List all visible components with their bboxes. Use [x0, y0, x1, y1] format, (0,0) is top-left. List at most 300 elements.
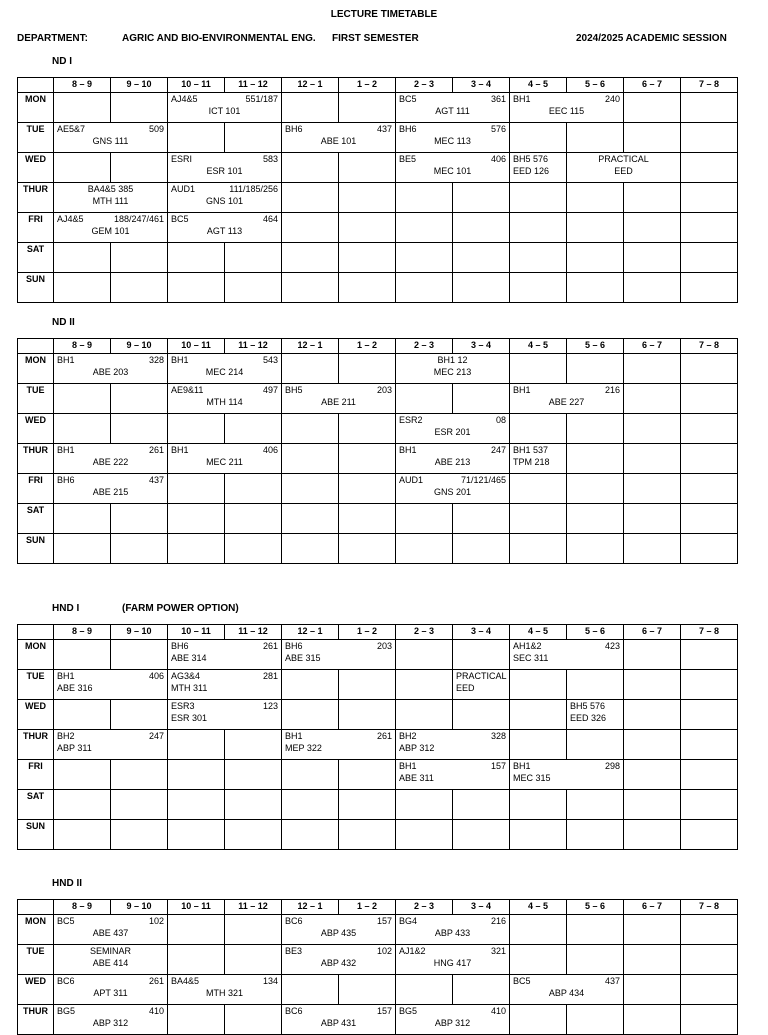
time-slot-header: 7 – 8	[681, 78, 738, 93]
table-row	[18, 243, 738, 273]
capacity-label: 410	[148, 1006, 164, 1016]
timetable	[17, 338, 738, 564]
empty-cell	[339, 790, 396, 820]
time-slot-header: 5 – 6	[567, 78, 624, 93]
empty-cell	[282, 153, 339, 183]
empty-cell	[282, 670, 339, 700]
empty-cell	[396, 790, 453, 820]
table-row	[18, 354, 738, 384]
empty-cell	[168, 790, 225, 820]
empty-cell	[510, 354, 567, 384]
empty-cell	[567, 945, 624, 975]
lecture-cell	[396, 153, 510, 183]
empty-cell	[681, 213, 738, 243]
capacity-label: 261	[148, 976, 164, 986]
empty-cell	[510, 504, 567, 534]
capacity-label: 157	[490, 761, 506, 771]
course-code: SEC 311	[513, 653, 549, 663]
empty-cell	[510, 273, 567, 303]
empty-cell	[567, 444, 624, 474]
empty-cell	[168, 123, 225, 153]
empty-cell	[681, 504, 738, 534]
time-slot-header: 8 – 9	[54, 900, 111, 915]
empty-cell	[225, 730, 282, 760]
time-slot-header: 6 – 7	[624, 900, 681, 915]
course-code: ABE 203	[92, 367, 129, 377]
empty-cell	[453, 384, 510, 414]
venue-label: AUD1	[171, 184, 196, 194]
course-code: ABE 222	[92, 457, 129, 467]
time-slot-header: 12 – 1	[282, 625, 339, 640]
lecture-cell	[282, 640, 396, 670]
venue-label: BH1 12	[437, 355, 468, 365]
venue-label: AUD1	[399, 475, 424, 485]
empty-cell	[282, 504, 339, 534]
lecture-cell	[282, 730, 396, 760]
course-code: EED	[456, 683, 475, 693]
table-row	[18, 975, 738, 1005]
time-slot-header: 10 – 11	[168, 339, 225, 354]
capacity-label: 328	[490, 731, 506, 741]
venue-label: ESRI	[171, 154, 193, 164]
empty-cell	[567, 243, 624, 273]
course-code: ABP 312	[92, 1018, 129, 1028]
table-row	[18, 945, 738, 975]
empty-cell	[624, 444, 681, 474]
time-slot-header: 4 – 5	[510, 900, 567, 915]
lecture-cell	[282, 384, 396, 414]
empty-cell	[111, 384, 168, 414]
corner-cell	[18, 900, 54, 915]
venue-label: BC5	[399, 94, 417, 104]
lecture-cell	[168, 700, 282, 730]
time-slot-header: 3 – 4	[453, 339, 510, 354]
venue-label: BG5	[57, 1006, 76, 1016]
empty-cell	[510, 670, 567, 700]
time-slot-header: 12 – 1	[282, 900, 339, 915]
empty-cell	[339, 414, 396, 444]
day-label: SAT	[18, 504, 54, 534]
lecture-cell	[168, 354, 282, 384]
lecture-cell	[54, 213, 168, 243]
lecture-cell	[396, 730, 510, 760]
course-code: MEC 213	[433, 367, 472, 377]
venue-label: BH5	[285, 385, 303, 395]
time-slot-header: 3 – 4	[453, 78, 510, 93]
capacity-label: 298	[604, 761, 620, 771]
course-code: EED 126	[513, 166, 550, 176]
empty-cell	[339, 183, 396, 213]
lecture-cell	[510, 640, 624, 670]
empty-cell	[339, 534, 396, 564]
course-code: GNS 201	[433, 487, 472, 497]
course-code: ABP 432	[320, 958, 357, 968]
time-slot-header: 10 – 11	[168, 900, 225, 915]
time-slot-header: 1 – 2	[339, 625, 396, 640]
empty-cell	[225, 243, 282, 273]
empty-cell	[282, 534, 339, 564]
course-code: MTH 111	[92, 196, 129, 206]
capacity-label: 328	[148, 355, 164, 365]
venue-label: BH1	[57, 355, 75, 365]
course-code: AGT 113	[206, 226, 243, 236]
lecture-cell	[510, 153, 567, 183]
table-row	[18, 1005, 738, 1035]
empty-cell	[111, 504, 168, 534]
lecture-cell	[54, 670, 168, 700]
time-slot-header: 9 – 10	[111, 625, 168, 640]
empty-cell	[681, 474, 738, 504]
course-code: HNG 417	[433, 958, 472, 968]
lecture-cell	[54, 123, 168, 153]
capacity-label: 240	[604, 94, 620, 104]
empty-cell	[510, 915, 567, 945]
empty-cell	[624, 504, 681, 534]
venue-label: BH1	[171, 445, 189, 455]
day-label: MON	[18, 354, 54, 384]
lecture-cell	[396, 474, 510, 504]
empty-cell	[225, 474, 282, 504]
table-row	[18, 700, 738, 730]
venue-label: BH1	[57, 445, 75, 455]
venue-label: BH2	[57, 731, 75, 741]
venue-label: BC6	[285, 916, 303, 926]
empty-cell	[282, 354, 339, 384]
capacity-label: 437	[376, 124, 392, 134]
empty-cell	[168, 474, 225, 504]
empty-cell	[567, 123, 624, 153]
empty-cell	[111, 414, 168, 444]
lecture-cell	[54, 444, 168, 474]
course-code: MEC 113	[434, 136, 471, 146]
empty-cell	[624, 820, 681, 850]
lecture-cell	[168, 183, 282, 213]
course-code: EED	[614, 166, 633, 176]
course-code: MEC 101	[433, 166, 472, 176]
empty-cell	[168, 1005, 225, 1035]
empty-cell	[567, 213, 624, 243]
empty-cell	[453, 700, 510, 730]
venue-label: BC6	[285, 1006, 303, 1016]
table-row	[18, 183, 738, 213]
time-slot-header: 5 – 6	[567, 900, 624, 915]
empty-cell	[453, 790, 510, 820]
lecture-cell	[396, 93, 510, 123]
empty-cell	[54, 243, 111, 273]
venue-label: BC6	[57, 976, 75, 986]
empty-cell	[54, 153, 111, 183]
empty-cell	[681, 700, 738, 730]
table-row	[18, 534, 738, 564]
time-slot-header: 9 – 10	[111, 78, 168, 93]
day-label: THUR	[18, 1005, 54, 1035]
table-row	[18, 640, 738, 670]
time-slot-header: 9 – 10	[111, 900, 168, 915]
venue-label: BH1	[513, 761, 531, 771]
empty-cell	[624, 384, 681, 414]
capacity-label: 551/187	[245, 94, 278, 104]
day-label: TUE	[18, 670, 54, 700]
department-name: AGRIC AND BIO-ENVIRONMENTAL ENG.	[122, 33, 316, 44]
empty-cell	[396, 534, 453, 564]
empty-cell	[168, 760, 225, 790]
empty-cell	[453, 183, 510, 213]
venue-label: BH6	[285, 641, 303, 651]
capacity-label: 261	[262, 641, 278, 651]
table-row	[18, 915, 738, 945]
empty-cell	[510, 820, 567, 850]
capacity-label: 361	[490, 94, 506, 104]
empty-cell	[168, 243, 225, 273]
lecture-cell	[396, 354, 510, 384]
empty-cell	[396, 820, 453, 850]
session-label: 2024/2025 ACADEMIC SESSION	[576, 33, 727, 44]
day-label: WED	[18, 153, 54, 183]
lecture-cell	[54, 1005, 168, 1035]
table-row	[18, 153, 738, 183]
empty-cell	[681, 444, 738, 474]
lecture-cell	[54, 354, 168, 384]
capacity-label: 406	[262, 445, 278, 455]
venue-label: BE5	[399, 154, 417, 164]
empty-cell	[282, 975, 339, 1005]
capacity-label: 281	[262, 671, 278, 681]
empty-cell	[339, 474, 396, 504]
empty-cell	[225, 915, 282, 945]
time-slot-header: 12 – 1	[282, 78, 339, 93]
time-slot-header: 4 – 5	[510, 339, 567, 354]
empty-cell	[282, 93, 339, 123]
time-slot-header: 7 – 8	[681, 625, 738, 640]
course-code: MEC 211	[206, 457, 243, 467]
capacity-label: 203	[376, 641, 392, 651]
lecture-cell	[567, 153, 681, 183]
time-slot-header: 11 – 12	[225, 900, 282, 915]
day-label: MON	[18, 93, 54, 123]
empty-cell	[111, 534, 168, 564]
empty-cell	[624, 354, 681, 384]
empty-cell	[168, 273, 225, 303]
empty-cell	[282, 760, 339, 790]
empty-cell	[282, 273, 339, 303]
course-code: MTH 311	[171, 683, 208, 693]
empty-cell	[396, 700, 453, 730]
empty-cell	[567, 354, 624, 384]
empty-cell	[339, 504, 396, 534]
venue-label: AG3&4	[171, 671, 201, 681]
course-code: ABP 311	[57, 743, 92, 753]
timetable	[17, 899, 738, 1035]
empty-cell	[624, 790, 681, 820]
course-code: ABE 213	[434, 457, 471, 467]
venue-label: AE5&7	[57, 124, 86, 134]
capacity-label: 321	[490, 946, 506, 956]
empty-cell	[624, 534, 681, 564]
empty-cell	[339, 273, 396, 303]
course-code: ABE 314	[171, 653, 207, 663]
course-code: MEC 315	[513, 773, 551, 783]
time-slot-header: 8 – 9	[54, 78, 111, 93]
venue-label: BH1	[399, 445, 417, 455]
empty-cell	[282, 213, 339, 243]
empty-cell	[624, 213, 681, 243]
day-label: SAT	[18, 243, 54, 273]
capacity-label: 216	[490, 916, 506, 926]
time-slot-header: 5 – 6	[567, 625, 624, 640]
empty-cell	[54, 820, 111, 850]
day-label: FRI	[18, 760, 54, 790]
empty-cell	[624, 640, 681, 670]
empty-cell	[339, 975, 396, 1005]
lecture-cell	[510, 975, 624, 1005]
empty-cell	[54, 93, 111, 123]
time-slot-header: 9 – 10	[111, 339, 168, 354]
empty-cell	[168, 414, 225, 444]
empty-cell	[681, 414, 738, 444]
venue-label: BH6	[57, 475, 75, 485]
venue-label: BC5	[57, 916, 75, 926]
empty-cell	[225, 1005, 282, 1035]
capacity-label: 102	[148, 916, 164, 926]
empty-cell	[510, 700, 567, 730]
time-slot-header: 3 – 4	[453, 625, 510, 640]
capacity-label: 08	[495, 415, 506, 425]
lecture-cell	[396, 945, 510, 975]
empty-cell	[111, 153, 168, 183]
empty-cell	[567, 534, 624, 564]
empty-cell	[111, 700, 168, 730]
lecture-cell	[54, 975, 168, 1005]
venue-label: PRACTICAL	[598, 154, 649, 164]
empty-cell	[339, 213, 396, 243]
empty-cell	[168, 945, 225, 975]
section-title: HND I	[52, 603, 80, 614]
empty-cell	[339, 820, 396, 850]
lecture-cell	[396, 1005, 510, 1035]
empty-cell	[282, 444, 339, 474]
empty-cell	[624, 183, 681, 213]
empty-cell	[453, 534, 510, 564]
empty-cell	[624, 730, 681, 760]
empty-cell	[567, 670, 624, 700]
course-code: ABP 312	[434, 1018, 471, 1028]
course-code: ICT 101	[208, 106, 241, 116]
lecture-cell	[168, 93, 282, 123]
empty-cell	[54, 504, 111, 534]
page-title: LECTURE TIMETABLE	[330, 9, 438, 20]
capacity-label: 406	[490, 154, 506, 164]
course-code: ESR 101	[206, 166, 243, 176]
empty-cell	[339, 670, 396, 700]
time-slot-header: 2 – 3	[396, 339, 453, 354]
venue-label: AH1&2	[513, 641, 542, 651]
course-code: ESR 301	[171, 713, 208, 723]
lecture-cell	[168, 640, 282, 670]
empty-cell	[339, 700, 396, 730]
empty-cell	[168, 730, 225, 760]
empty-cell	[510, 213, 567, 243]
table-row	[18, 93, 738, 123]
empty-cell	[510, 243, 567, 273]
empty-cell	[681, 1005, 738, 1035]
course-code: ABP 312	[399, 743, 435, 753]
course-code: ABP 434	[548, 988, 585, 998]
venue-label: BH2	[399, 731, 417, 741]
empty-cell	[282, 243, 339, 273]
lecture-cell	[396, 915, 510, 945]
empty-cell	[510, 414, 567, 444]
empty-cell	[510, 123, 567, 153]
lecture-cell	[168, 213, 282, 243]
course-code: GEM 101	[91, 226, 130, 236]
table-row	[18, 444, 738, 474]
venue-label: SEMINAR	[89, 946, 131, 956]
empty-cell	[396, 213, 453, 243]
day-label: SUN	[18, 820, 54, 850]
empty-cell	[396, 243, 453, 273]
lecture-cell	[54, 474, 168, 504]
empty-cell	[681, 273, 738, 303]
time-slot-header: 7 – 8	[681, 900, 738, 915]
day-label: WED	[18, 700, 54, 730]
empty-cell	[567, 273, 624, 303]
venue-label: BH6	[399, 124, 417, 134]
empty-cell	[567, 504, 624, 534]
venue-label: BH5 576	[570, 701, 606, 711]
course-code: GNS 101	[205, 196, 244, 206]
empty-cell	[624, 975, 681, 1005]
empty-cell	[567, 474, 624, 504]
capacity-label: 188/247/461	[113, 214, 164, 224]
day-label: FRI	[18, 474, 54, 504]
time-slot-header: 6 – 7	[624, 625, 681, 640]
empty-cell	[453, 273, 510, 303]
empty-cell	[624, 670, 681, 700]
course-code: GNS 111	[92, 136, 129, 146]
table-row	[18, 384, 738, 414]
empty-cell	[396, 273, 453, 303]
corner-cell	[18, 78, 54, 93]
empty-cell	[624, 93, 681, 123]
empty-cell	[396, 504, 453, 534]
empty-cell	[624, 1005, 681, 1035]
empty-cell	[510, 534, 567, 564]
course-code: ABP 435	[320, 928, 357, 938]
capacity-label: 410	[490, 1006, 506, 1016]
time-slot-header: 10 – 11	[168, 78, 225, 93]
venue-label: BE3	[285, 946, 303, 956]
empty-cell	[510, 183, 567, 213]
course-code: EEC 115	[548, 106, 585, 116]
venue-label: BH1	[513, 94, 531, 104]
venue-label: BC5	[513, 976, 531, 986]
capacity-label: 157	[376, 916, 392, 926]
time-slot-header: 2 – 3	[396, 78, 453, 93]
lecture-cell	[54, 183, 168, 213]
course-code: ABE 227	[548, 397, 585, 407]
empty-cell	[111, 93, 168, 123]
lecture-cell	[282, 123, 396, 153]
empty-cell	[339, 153, 396, 183]
course-code: ABE 437	[92, 928, 129, 938]
empty-cell	[54, 790, 111, 820]
lecture-cell	[54, 945, 168, 975]
day-label: TUE	[18, 945, 54, 975]
table-row	[18, 474, 738, 504]
venue-label: BH1	[399, 761, 417, 771]
empty-cell	[54, 384, 111, 414]
empty-cell	[681, 384, 738, 414]
